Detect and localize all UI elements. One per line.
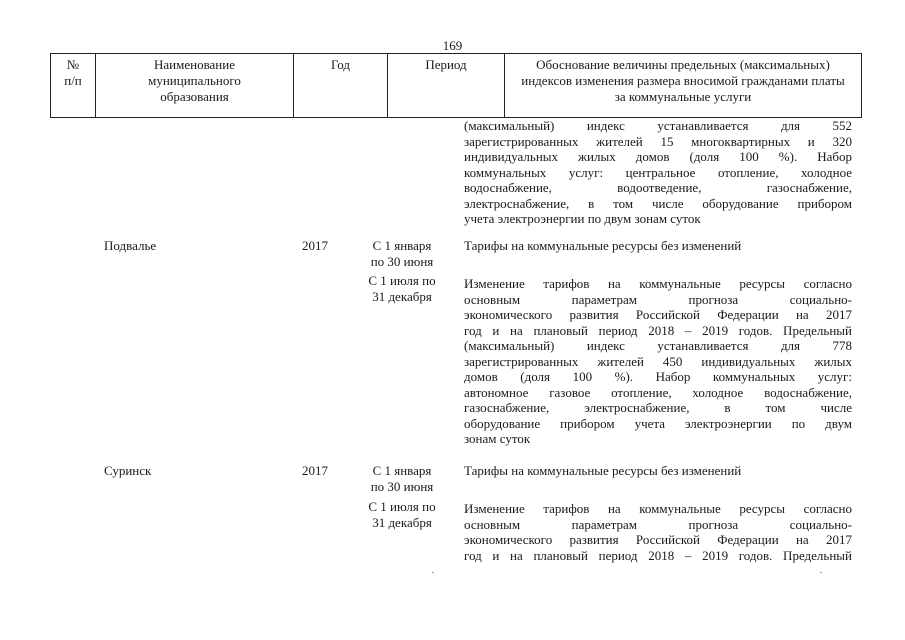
municipality-name: Суринск xyxy=(104,463,152,478)
text-line: оборудование прибором учета электроэнергии по двум xyxy=(464,415,852,431)
text-line: автономное газовое отопление, холодное водоснабжение, xyxy=(464,384,852,400)
period-line: С 1 июля по xyxy=(368,273,436,288)
header-col-year: Год xyxy=(294,54,388,117)
municipality-name: Подвалье xyxy=(104,238,157,253)
text-line: учета электроэнергии по двум зонам суток xyxy=(464,211,701,226)
period-first-half xyxy=(352,238,452,269)
header-col-municipality xyxy=(96,54,294,117)
table-header xyxy=(50,53,862,118)
text-line: газоснабжение, электроснабжение, в том числе xyxy=(464,400,852,415)
text-line: экономического развития Российской Федерации на 2017 xyxy=(464,532,852,547)
text-line: основным параметрам прогноза социально- xyxy=(464,291,852,307)
text-line: Изменение тарифов на коммунальные ресурсы согласно xyxy=(464,501,852,516)
text-line: водоснабжение, водоотведение, газоснабжение, xyxy=(464,180,852,195)
period-line: 31 декабря xyxy=(372,288,432,304)
scan-speck xyxy=(820,572,822,573)
basis-second-half xyxy=(464,501,852,563)
text-line: год и на плановый период 2018 – 2019 годов. Предельный xyxy=(464,547,852,563)
page-number: 169 xyxy=(442,38,463,53)
text-line: (максимальный) индекс устанавливается для 778 xyxy=(464,338,852,353)
period-line: по 30 июня xyxy=(370,253,434,269)
header-col-basis xyxy=(505,54,861,117)
text-line: основным параметрам прогноза социально- xyxy=(464,516,852,532)
scan-speck xyxy=(432,572,434,573)
text-line: Изменение тарифов на коммунальные ресурсы согласно xyxy=(464,276,852,291)
period-second-half xyxy=(352,499,452,530)
row-year: 2017 xyxy=(302,238,328,253)
text-line: коммунальных услуг: центральное отопление, холодное xyxy=(464,164,852,180)
text-line: Тарифы на коммунальные ресурсы без изменений xyxy=(464,238,742,253)
text-line: зарегистрированных жителей 450 индивидуальных жилых xyxy=(464,353,852,369)
text-line: индивидуальных жилых домов (доля 100 %). Набор xyxy=(464,149,852,164)
header-col-number-line: № xyxy=(66,57,80,72)
period-first-half xyxy=(352,463,452,494)
header-col-basis-line: за коммунальные услуги xyxy=(614,89,752,104)
text-line: зарегистрированных жителей 15 многоквартирных и 320 xyxy=(464,133,852,149)
text-line: экономического развития Российской Федерации на 2017 xyxy=(464,307,852,322)
text-line: год и на плановый период 2018 – 2019 годов. Предельный xyxy=(464,322,852,338)
period-line: С 1 июля по xyxy=(368,499,436,514)
header-col-number xyxy=(51,54,96,117)
header-col-basis-line: индексов изменения размера вносимой гражданами платы xyxy=(521,73,845,88)
period-line: 31 декабря xyxy=(372,514,432,530)
period-line: С 1 января xyxy=(372,463,432,478)
header-col-municipality-line: муниципального xyxy=(148,73,241,88)
header-col-period: Период xyxy=(388,54,505,117)
text-line: (максимальный) индекс устанавливается для 552 xyxy=(464,118,852,133)
period-line: по 30 июня xyxy=(370,478,434,494)
header-col-basis-line: Обоснование величины предельных (максимальных) xyxy=(536,57,830,72)
text-line: электроснабжение, в том числе оборудование прибором xyxy=(464,195,852,211)
row-year: 2017 xyxy=(302,463,328,478)
text-line: домов (доля 100 %). Набор коммунальных услуг: xyxy=(464,369,852,384)
period-line: С 1 января xyxy=(372,238,432,253)
header-col-number-line: п/п xyxy=(64,73,82,88)
basis-first-half xyxy=(464,463,852,479)
period-second-half xyxy=(352,273,452,304)
basis-second-half xyxy=(464,276,852,447)
header-col-municipality-line: Наименование xyxy=(154,57,235,72)
header-col-municipality-line: образования xyxy=(160,89,229,104)
continuation-text xyxy=(464,118,852,227)
text-line: Тарифы на коммунальные ресурсы без изменений xyxy=(464,463,742,478)
text-line: зонам суток xyxy=(464,431,531,446)
basis-first-half xyxy=(464,238,852,254)
